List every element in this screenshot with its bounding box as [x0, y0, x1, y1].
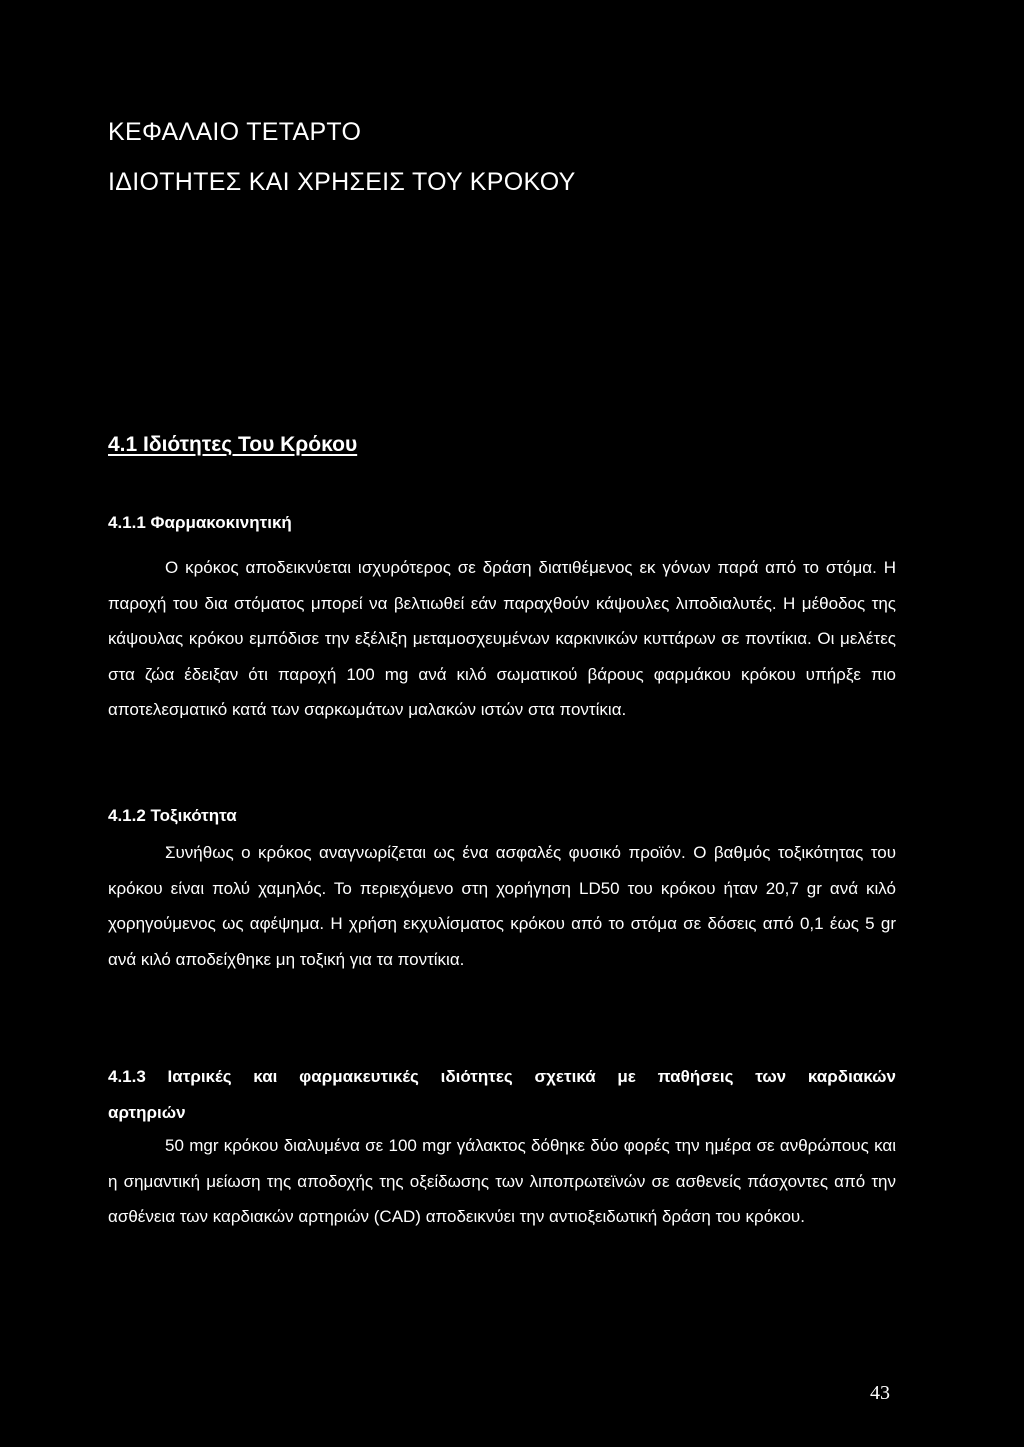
chapter-title: ΙΔΙΟΤΗΤΕΣ ΚΑΙ ΧΡΗΣΕΙΣ ΤΟΥ ΚΡΟΚΟΥ [108, 168, 576, 196]
section-title: 4.1 Ιδιότητες Του Κρόκου [108, 433, 358, 456]
paragraph-toxicity: Συνήθως ο κρόκος αναγνωρίζεται ως ένα ασφαλές φυσικό προϊόν. Ο βαθμός τοξικότητας του κρόκου είναι πολύ χαμηλός. Το περιεχόμενο στη χορήγηση LD50 του κρόκου ήταν 20,7 gr ανά κιλό χορηγούμενος ως αφέψημα. Η χρήση εκχυλίσματος κρόκου από το στόμα σε δόσεις από 0,1 έως 5 gr ανά κιλό αποδείχθηκε μη τοξική για τα ποντίκια. [108, 843, 896, 969]
subsection-title-toxicity: 4.1.2 Τοξικότητα [108, 806, 237, 825]
paragraph-cardiac: 50 mgr κρόκου διαλυμένα σε 100 mgr γάλακτος δόθηκε δύο φορές την ημέρα σε ανθρώπους και η σημαντική μείωση της αποδοχής της οξείδωσης των λιποπρωτεϊνών σε ασθενείς πάσχοντες από την ασθένεια των καρδιακών αρτηριών (CAD) αποδεικνύει την αντιοξειδωτική δράση του κρόκου. [108, 1136, 896, 1226]
page-number: 43 [870, 1382, 890, 1404]
chapter-label: ΚΕΦΑΛΑΙΟ ΤΕΤΑΡΤΟ [108, 118, 362, 146]
paragraph-pharmacokinetics: Ο κρόκος αποδεικνύεται ισχυρότερος σε δράση διατιθέμενος εκ γόνων παρά από το στόμα. Η παροχή του δια στόματος μπορεί να βελτιωθεί εάν παραχθούν κάψουλες λιποδιαλυτές. Η μέθοδος της κάψουλας κρόκου εμπόδισε την εξέλιξη μεταμοσχευμένων καρκινικών κυττάρων σε ποντίκια. Οι μελέτες στα ζώα έδειξαν ότι παροχή 100 mg ανά κιλό σωματικού βάρους φαρμάκου κρόκου υπήρξε πιο αποτελεσματικό κατά των σαρκωμάτων μαλακών ιστών στα ποντίκια. [108, 558, 896, 719]
subsection-title-pharmacokinetics: 4.1.1 Φαρμακοκινητική [108, 513, 292, 532]
subsection-title-cardiac: 4.1.3 Ιατρικές και φαρμακευτικές ιδιότητες σχετικά με παθήσεις των καρδιακών αρτηριών [108, 1067, 896, 1122]
